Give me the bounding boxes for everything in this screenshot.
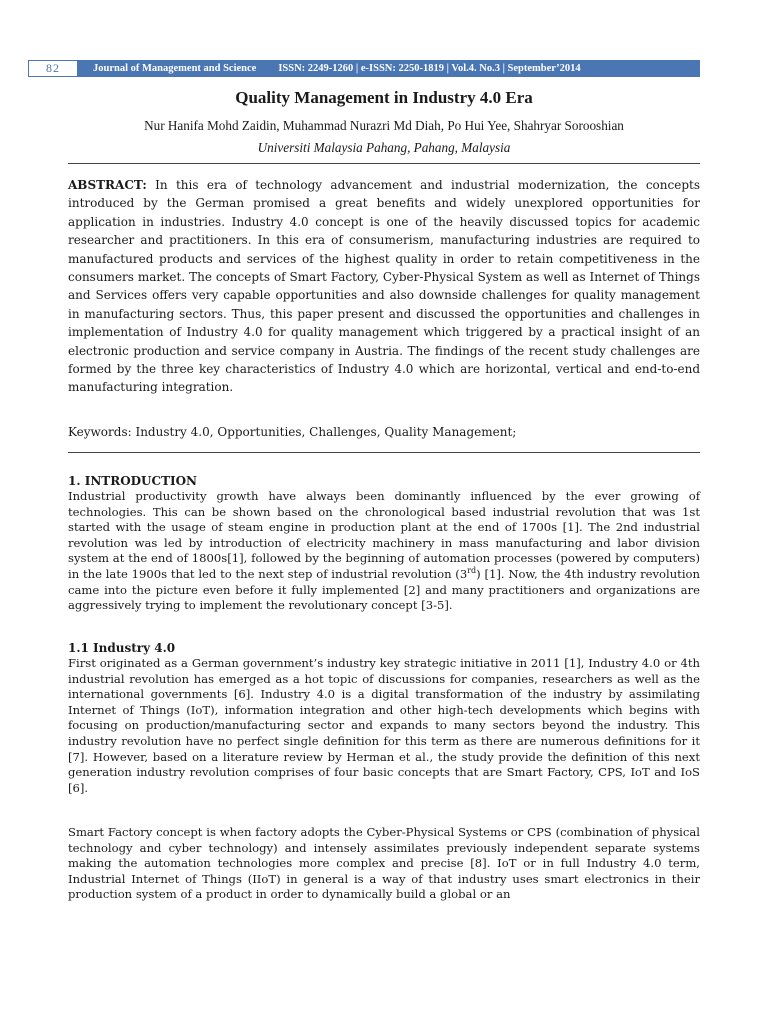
journal-issn-volume: ISSN: 2249-1260 | e-ISSN: 2250-1819 | Vol.4. No.3 | September’2014 <box>278 63 581 74</box>
divider-bottom <box>68 452 700 453</box>
journal-name: Journal of Management and Science <box>93 63 257 74</box>
paper-title: Quality Management in Industry 4.0 Era <box>235 88 533 107</box>
page-number: 82 <box>29 61 77 76</box>
industry40-paragraph-2: Smart Factory concept is when factory adopts the Cyber-Physical Systems or CPS (combination of physical technology and cyber technology) and intensely assimilates previously independent separate systems making the automation technologies more complex and precise [8]. IoT or in full Industry 4.0 term, Industrial Internet of Things (IIoT) in general is a way of that industry uses smart electronics in their production system of a product in order to dynamically build a global or an <box>68 825 700 902</box>
section-heading-introduction: 1. INTRODUCTION <box>68 474 198 488</box>
introduction-paragraph <box>68 489 700 614</box>
journal-header-bar <box>28 60 700 77</box>
abstract <box>68 176 700 397</box>
divider-top <box>68 163 700 164</box>
introduction-text-a: Industrial productivity growth have always been dominantly influenced by the ever growing of technologies. This can be shown based on the chronological based industrial revolution that was 1st started with the usage of steam engine in production plant at the end of 1700s [1]. The 2nd industrial revolution was led by introduction of electricity machinery in mass manufacturing and labor division system at the end of 1800s[1], followed by the beginning of automation processes (powered by computers) in the late 1900s that led to the next step of industrial revolution (3 <box>68 489 700 581</box>
abstract-label: ABSTRACT: <box>68 178 147 192</box>
abstract-text: In this era of technology advancement and industrial modernization, the concepts introduced by the German promised a great benefits and widely unexplored opportunities for application in industries. Industry 4.0 concept is one of the heavily discussed topics for academic researcher and practitioners. In this era of consumerism, manufacturing industries are required to manufactured products and services of the highest quality in order to retain competitiveness in the consumers market. The concepts of Smart Factory, Cyber-Physical System as well as Internet of Things and Services offers very capable opportunities and also downside challenges for quality management in manufacturing sectors. Thus, this paper present and discussed the opportunities and challenges in implementation of Industry 4.0 for quality management which triggered by a practical insight of an electronic production and service company in Austria. The findings of the recent study challenges are formed by the three key characteristics of Industry 4.0 which are horizontal, vertical and end-to-end manufacturing integration. <box>68 178 700 395</box>
superscript-rd: rd <box>467 566 477 576</box>
introduction-text-b: ) [1]. Now, the 4th industry revolution came into the picture even before it fully implemented [2] and many practitioners and organizations are aggressively trying to implement the revolutionary concept [3-5]. <box>68 566 700 613</box>
keywords: Keywords: Industry 4.0, Opportunities, Challenges, Quality Management; <box>68 425 517 439</box>
industry40-paragraph-1: First originated as a German government’s industry key strategic initiative in 2011 [1], Industry 4.0 or 4th industrial revolution has emerged as a hot topic of discussions for companies, researchers as well as the international governments [6]. Industry 4.0 is a digital transformation of the industry by assimilating Internet of Things (IoT), information integration and other high-tech developments which begins with focusing on production/manufacturing sector and expands to many sectors beyond the industry. This industry revolution have no perfect single definition for this term as there are numerous definitions for it [7]. However, based on a literature review by Herman et al., the study provide the definition of this next generation industry revolution comprises of four basic concepts that are Smart Factory, CPS, IoT and IoS [6]. <box>68 656 700 795</box>
section-heading-industry-4-0: 1.1 Industry 4.0 <box>68 641 176 655</box>
author-list: Nur Hanifa Mohd Zaidin, Muhammad Nurazri Md Diah, Po Hui Yee, Shahryar Sorooshian <box>144 118 624 133</box>
author-affiliation: Universiti Malaysia Pahang, Pahang, Malaysia <box>257 140 511 155</box>
